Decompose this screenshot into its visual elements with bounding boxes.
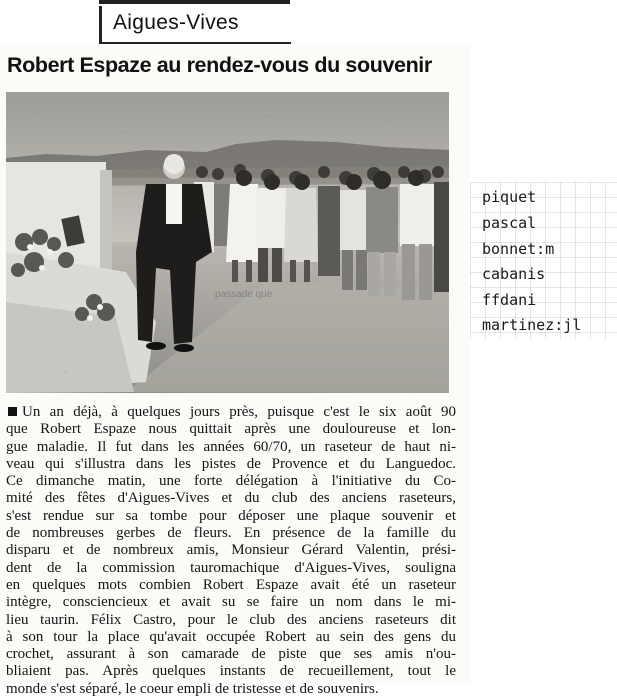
article-line: de nombreuses gerbes de fleurs. En présence de la famille du [6, 525, 456, 542]
rubric-rule-bottom [99, 42, 291, 44]
article-line: gue maladie. Il fut dans les années 60/70, un raseteur de haut ni- [6, 438, 456, 455]
article-line: en quelques mots combien Robert Espaze avait été un raseteur [6, 576, 456, 593]
article-line: s'est rendue sur sa tombe pour déposer une plaque souvenir et [6, 507, 456, 524]
note-line: pascal [482, 214, 537, 232]
article-line: Ce dimanche matin, une forte délégation à l'initiative du Co- [6, 473, 456, 490]
names-note [470, 182, 617, 339]
article-line: mité des fêtes d'Aigues-Vives et du club des anciens raseteurs, [6, 490, 456, 507]
article-line: crochet, assurant à son camarade de piste que ses amis n'ou- [6, 646, 456, 663]
article-line: monde s'est séparé, le coeur empli de tristesse et de souvenirs. [6, 680, 379, 697]
note-line: bonnet:m [482, 240, 555, 258]
article-line: intègre, consciencieux et avait su se faire un nom dans le mi- [6, 594, 456, 611]
article-line: que Robert Espaze nous quittait après une douloureuse et lon- [6, 421, 456, 438]
note-line: martinez:jl [482, 316, 582, 334]
photo-watermark-text: passade que [215, 289, 273, 300]
article-line: lieu taurin. Félix Castro, pour le club des anciens raseteurs dit [6, 611, 456, 628]
section-rubric: Aigues-Vives [113, 11, 239, 34]
article-line: dent de la commission tauromachique d'Aigues-Vives, souligna [6, 559, 456, 576]
note-line: piquet [482, 188, 537, 206]
rubric-rule-left [99, 6, 102, 43]
article-line: à son tour la place qu'avait occupée Robert au sein des gens du [6, 628, 456, 645]
article-line: Un an déjà, à quelques jours près, puisque c'est le six août 90 [6, 404, 456, 421]
article-body [6, 404, 456, 698]
article-line: disparu et de nombreux amis, Monsieur Gérard Valentin, prési- [6, 542, 456, 559]
bullet-square-icon [8, 407, 17, 416]
ceremony-photo [6, 92, 449, 393]
article-line: veau qui s'illustra dans les pistes de Provence et du Languedoc. [6, 455, 456, 472]
note-line: ffdani [482, 291, 537, 309]
note-line: cabanis [482, 265, 546, 283]
rubric-rule-top [99, 0, 290, 4]
article-line: bliaient pas. Après quelques instants de recueillement, tout le [6, 663, 456, 680]
article-headline: Robert Espaze au rendez-vous du souvenir [7, 53, 432, 77]
